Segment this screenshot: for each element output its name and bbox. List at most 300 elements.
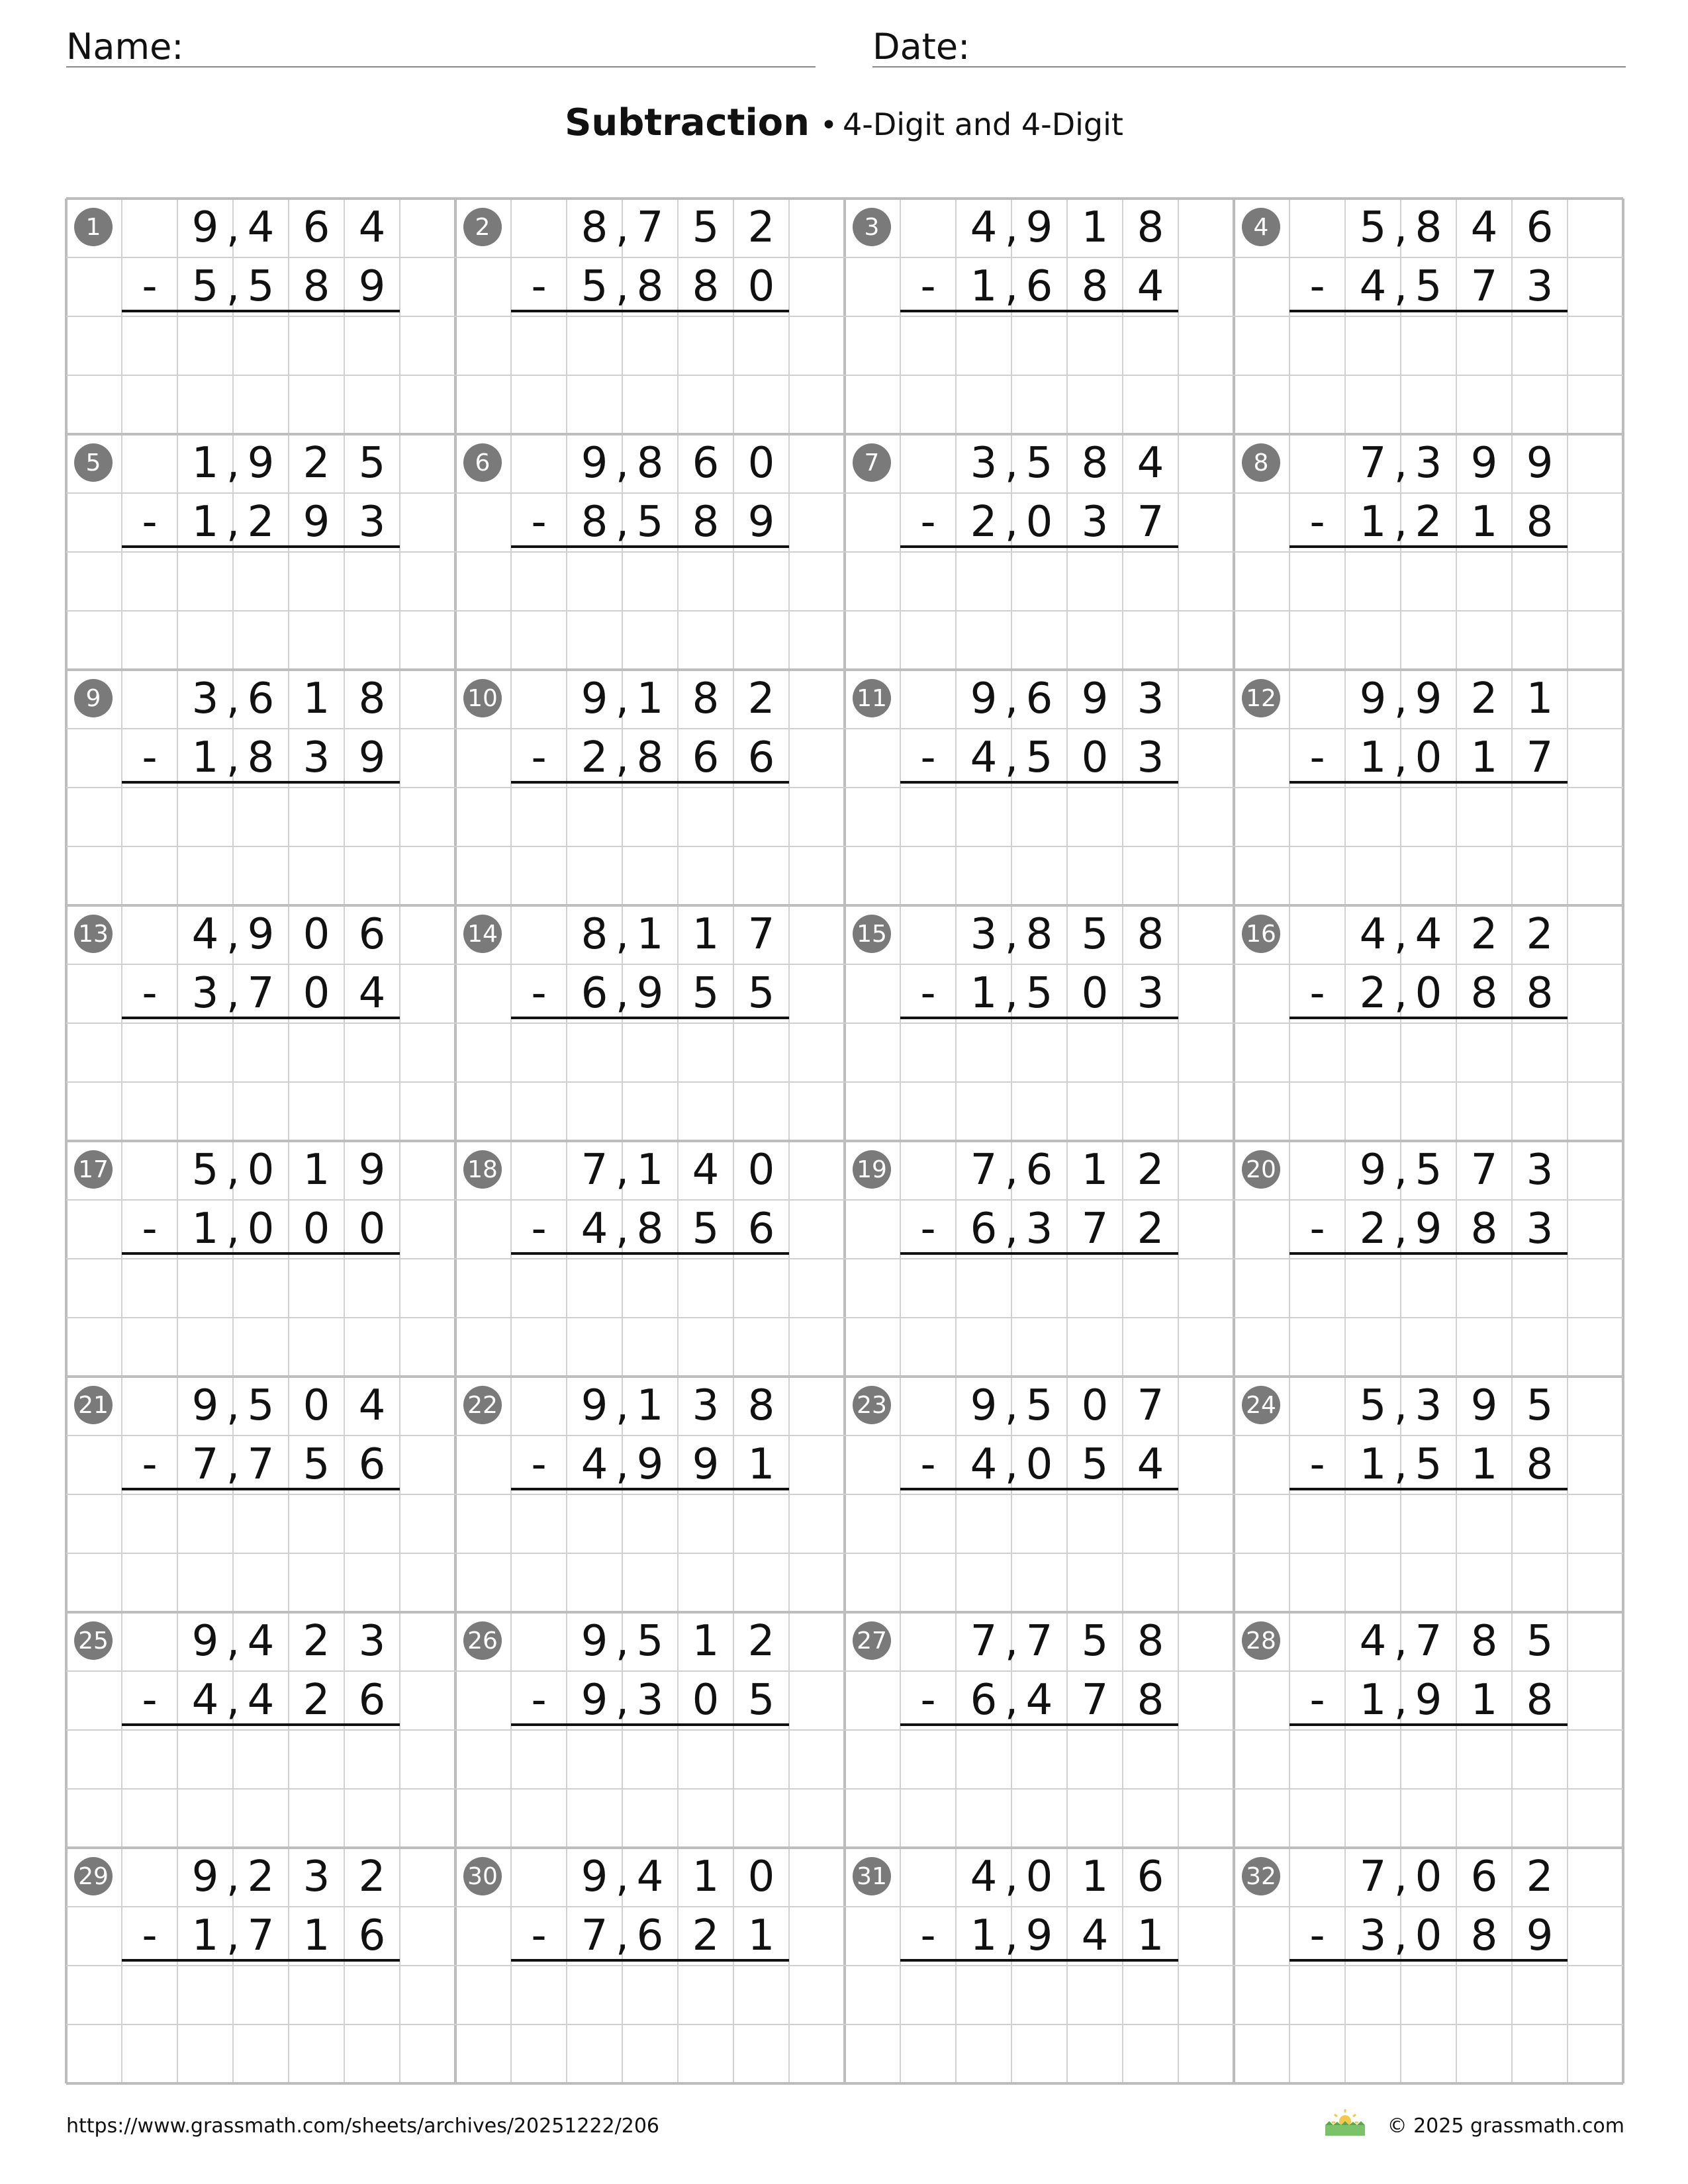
thousands-comma: , — [1004, 1440, 1019, 1489]
digit: 8 — [247, 733, 275, 782]
problem-number: 17 — [78, 1156, 109, 1183]
digit: 9 — [358, 733, 386, 782]
minus-sign: - — [531, 262, 547, 311]
digit: 9 — [1415, 1676, 1442, 1725]
digit: 0 — [692, 1676, 720, 1725]
digit: 7 — [581, 1146, 608, 1195]
thousands-comma: , — [1393, 1617, 1408, 1666]
digit: 4 — [1025, 1676, 1053, 1725]
digit: 1 — [970, 1911, 998, 1960]
problem-29 — [74, 1852, 400, 2083]
thousands-comma: , — [1393, 969, 1408, 1018]
problem-number: 5 — [85, 449, 101, 477]
digit: 7 — [191, 1440, 219, 1489]
answer-area[interactable] — [1289, 1259, 1568, 1377]
digit: 6 — [303, 203, 330, 252]
problem-5 — [74, 439, 400, 670]
digit: 8 — [692, 498, 720, 547]
digit: 9 — [1025, 203, 1053, 252]
minus-sign: - — [531, 733, 547, 782]
footer-copyright: © 2025 grassmath.com — [1387, 2115, 1624, 2138]
answer-area[interactable] — [511, 1023, 789, 1141]
digit: 9 — [581, 439, 608, 488]
digit: 8 — [303, 262, 330, 311]
digit: 0 — [303, 1381, 330, 1430]
digit: 9 — [1470, 439, 1498, 488]
minus-sign: - — [531, 969, 547, 1018]
digit: 8 — [1415, 203, 1442, 252]
answer-area[interactable] — [122, 1966, 400, 2083]
digit: 6 — [358, 1440, 386, 1489]
thousands-comma: , — [226, 203, 240, 252]
digit: 3 — [1526, 1205, 1554, 1253]
minus-sign: - — [920, 1676, 936, 1725]
minus-sign: - — [531, 1676, 547, 1725]
title-text: Subtraction — [565, 101, 810, 144]
digit: 5 — [191, 262, 219, 311]
digit: 5 — [358, 439, 386, 488]
answer-area[interactable] — [900, 1730, 1178, 1848]
digit: 1 — [191, 498, 219, 547]
digit: 0 — [1415, 969, 1442, 1018]
problem-25 — [74, 1617, 400, 1848]
digit: 9 — [970, 1381, 998, 1430]
thousands-comma: , — [1393, 1911, 1408, 1960]
digit: 8 — [581, 498, 608, 547]
thousands-comma: , — [1393, 1381, 1408, 1430]
digit: 6 — [1470, 1852, 1498, 1901]
digit: 8 — [692, 674, 720, 723]
digit: 3 — [636, 1676, 664, 1725]
digit: 3 — [1526, 262, 1554, 311]
digit: 7 — [247, 1440, 275, 1489]
answer-area[interactable] — [122, 1730, 400, 1848]
digit: 9 — [303, 498, 330, 547]
answer-area[interactable] — [900, 552, 1178, 670]
problem-13 — [74, 910, 400, 1141]
digit: 4 — [358, 969, 386, 1018]
digit: 3 — [358, 498, 386, 547]
digit: 3 — [692, 1381, 720, 1430]
digit: 9 — [191, 1381, 219, 1430]
digit: 8 — [636, 733, 664, 782]
digit: 1 — [747, 1440, 775, 1489]
minus-sign: - — [1309, 1911, 1325, 1960]
digit: 6 — [970, 1676, 998, 1725]
minus-sign: - — [142, 1911, 158, 1960]
problem-24 — [1242, 1381, 1568, 1612]
answer-area[interactable] — [511, 788, 789, 905]
problem-11 — [853, 674, 1178, 905]
digit: 4 — [970, 1852, 998, 1901]
minus-sign: - — [920, 969, 936, 1018]
thousands-comma: , — [1004, 733, 1019, 782]
answer-area[interactable] — [1289, 316, 1568, 434]
digit: 4 — [191, 910, 219, 959]
problem-28 — [1242, 1617, 1568, 1848]
digit: 1 — [191, 439, 219, 488]
minus-sign: - — [920, 262, 936, 311]
digit: 1 — [1470, 733, 1498, 782]
digit: 9 — [1081, 674, 1109, 723]
digit: 4 — [970, 733, 998, 782]
digit: 5 — [747, 969, 775, 1018]
answer-area[interactable] — [1289, 1966, 1568, 2083]
problem-30 — [463, 1852, 789, 2083]
digit: 8 — [1526, 498, 1554, 547]
digit: 4 — [1415, 910, 1442, 959]
digit: 7 — [636, 203, 664, 252]
minus-sign: - — [920, 1205, 936, 1253]
digit: 7 — [1470, 1146, 1498, 1195]
digit: 0 — [1025, 1852, 1053, 1901]
problem-number: 4 — [1253, 214, 1269, 241]
thousands-comma: , — [226, 1676, 240, 1725]
problem-10 — [463, 674, 789, 905]
digit: 5 — [692, 969, 720, 1018]
digit: 9 — [747, 498, 775, 547]
answer-area[interactable] — [900, 1023, 1178, 1141]
thousands-comma: , — [1004, 1381, 1019, 1430]
digit: 2 — [303, 439, 330, 488]
digit: 9 — [191, 203, 219, 252]
answer-area[interactable] — [511, 1494, 789, 1612]
minus-sign: - — [1309, 733, 1325, 782]
digit: 8 — [747, 1381, 775, 1430]
digit: 9 — [636, 969, 664, 1018]
digit: 7 — [1081, 1205, 1109, 1253]
digit: 0 — [747, 439, 775, 488]
thousands-comma: , — [615, 1676, 630, 1725]
problem-number: 12 — [1246, 685, 1276, 712]
answer-area[interactable] — [122, 788, 400, 905]
minus-sign: - — [920, 1440, 936, 1489]
thousands-comma: , — [1393, 1205, 1408, 1253]
digit: 9 — [1526, 1911, 1554, 1960]
digit: 8 — [1081, 439, 1109, 488]
digit: 3 — [1359, 1911, 1387, 1960]
digit: 6 — [747, 733, 775, 782]
digit: 0 — [303, 969, 330, 1018]
minus-sign: - — [1309, 1440, 1325, 1489]
digit: 1 — [692, 910, 720, 959]
problem-32 — [1242, 1852, 1568, 2083]
digit: 9 — [1025, 1911, 1053, 1960]
digit: 3 — [358, 1617, 386, 1666]
problem-26 — [463, 1617, 789, 1848]
digit: 2 — [303, 1676, 330, 1725]
thousands-comma: , — [615, 1440, 630, 1489]
minus-sign: - — [142, 1676, 158, 1725]
digit: 4 — [1470, 203, 1498, 252]
thousands-comma: , — [615, 498, 630, 547]
thousands-comma: , — [226, 910, 240, 959]
answer-area[interactable] — [122, 1494, 400, 1612]
digit: 9 — [1359, 1146, 1387, 1195]
problem-number: 10 — [467, 685, 498, 712]
digit: 2 — [1137, 1205, 1164, 1253]
thousands-comma: , — [1004, 1676, 1019, 1725]
digit: 7 — [1081, 1676, 1109, 1725]
problem-number: 29 — [78, 1863, 109, 1890]
answer-area[interactable] — [122, 1259, 400, 1377]
digit: 0 — [1081, 969, 1109, 1018]
thousands-comma: , — [1393, 498, 1408, 547]
digit: 1 — [1081, 1852, 1109, 1901]
digit: 0 — [747, 1852, 775, 1901]
problem-number: 6 — [475, 449, 491, 477]
problem-17 — [74, 1146, 400, 1377]
digit: 5 — [247, 1381, 275, 1430]
problem-number: 27 — [857, 1627, 887, 1655]
digit: 5 — [1081, 1617, 1109, 1666]
problem-number: 19 — [857, 1156, 887, 1183]
digit: 9 — [358, 1146, 386, 1195]
digit: 8 — [581, 203, 608, 252]
minus-sign: - — [920, 733, 936, 782]
digit: 9 — [358, 262, 386, 311]
digit: 2 — [692, 1911, 720, 1960]
digit: 7 — [1359, 439, 1387, 488]
digit: 6 — [1025, 674, 1053, 723]
digit: 7 — [1526, 733, 1554, 782]
digit: 0 — [1415, 1852, 1442, 1901]
answer-area[interactable] — [900, 788, 1178, 905]
answer-area[interactable] — [122, 316, 400, 434]
digit: 5 — [1359, 1381, 1387, 1430]
digit: 0 — [1025, 498, 1053, 547]
thousands-comma: , — [1004, 439, 1019, 488]
problem-number: 30 — [467, 1863, 498, 1890]
digit: 7 — [970, 1617, 998, 1666]
thousands-comma: , — [1004, 969, 1019, 1018]
answer-area[interactable] — [1289, 552, 1568, 670]
digit: 8 — [1025, 910, 1053, 959]
thousands-comma: , — [226, 1440, 240, 1489]
digit: 4 — [1359, 1617, 1387, 1666]
digit: 4 — [1137, 439, 1164, 488]
digit: 2 — [1470, 674, 1498, 723]
digit: 0 — [1081, 733, 1109, 782]
thousands-comma: , — [1393, 1146, 1408, 1195]
digit: 4 — [247, 1617, 275, 1666]
thousands-comma: , — [1004, 674, 1019, 723]
answer-area[interactable] — [511, 552, 789, 670]
digit: 3 — [1081, 498, 1109, 547]
answer-area[interactable] — [511, 1259, 789, 1377]
thousands-comma: , — [1004, 1617, 1019, 1666]
answer-area[interactable] — [511, 1730, 789, 1848]
minus-sign: - — [142, 969, 158, 1018]
problem-20 — [1242, 1146, 1568, 1377]
answer-area[interactable] — [900, 1966, 1178, 2083]
digit: 1 — [636, 910, 664, 959]
digit: 9 — [1526, 439, 1554, 488]
answer-area[interactable] — [900, 1494, 1178, 1612]
answer-area[interactable] — [511, 1966, 789, 2083]
thousands-comma: , — [615, 203, 630, 252]
problem-number: 25 — [78, 1627, 109, 1655]
digit: 5 — [636, 1617, 664, 1666]
digit: 4 — [247, 203, 275, 252]
digit: 8 — [1137, 1617, 1164, 1666]
digit: 2 — [1137, 1146, 1164, 1195]
digit: 6 — [636, 1911, 664, 1960]
digit: 4 — [1359, 262, 1387, 311]
digit: 5 — [1415, 1440, 1442, 1489]
thousands-comma: , — [1393, 262, 1408, 311]
digit: 3 — [1137, 733, 1164, 782]
problem-14 — [463, 910, 789, 1141]
digit: 2 — [303, 1617, 330, 1666]
answer-area[interactable] — [122, 552, 400, 670]
minus-sign: - — [142, 1205, 158, 1253]
answer-area[interactable] — [1289, 1494, 1568, 1612]
problem-9 — [74, 674, 400, 905]
digit: 1 — [1081, 1146, 1109, 1195]
digit: 1 — [692, 1852, 720, 1901]
digit: 2 — [747, 674, 775, 723]
answer-area[interactable] — [511, 316, 789, 434]
digit: 0 — [1415, 1911, 1442, 1960]
digit: 3 — [1137, 674, 1164, 723]
digit: 1 — [191, 1205, 219, 1253]
thousands-comma: , — [226, 969, 240, 1018]
digit: 2 — [1415, 498, 1442, 547]
digit: 6 — [358, 910, 386, 959]
digit: 6 — [581, 969, 608, 1018]
digit: 9 — [247, 910, 275, 959]
minus-sign: - — [920, 1911, 936, 1960]
digit: 0 — [303, 1205, 330, 1253]
problem-number: 28 — [1246, 1627, 1276, 1655]
digit: 9 — [191, 1852, 219, 1901]
minus-sign: - — [1309, 498, 1325, 547]
answer-area[interactable] — [1289, 1730, 1568, 1848]
digit: 3 — [191, 674, 219, 723]
digit: 5 — [303, 1440, 330, 1489]
problem-number: 9 — [85, 685, 101, 712]
digit: 9 — [581, 1381, 608, 1430]
digit: 1 — [692, 1617, 720, 1666]
thousands-comma: , — [1004, 262, 1019, 311]
thousands-comma: , — [1393, 439, 1408, 488]
digit: 1 — [970, 969, 998, 1018]
problem-31 — [853, 1852, 1178, 2083]
digit: 7 — [1415, 1617, 1442, 1666]
digit: 2 — [1526, 1852, 1554, 1901]
answer-area[interactable] — [1289, 788, 1568, 905]
digit: 7 — [581, 1911, 608, 1960]
problem-18 — [463, 1146, 789, 1377]
answer-area[interactable] — [122, 1023, 400, 1141]
date-label: Date: — [872, 26, 970, 68]
digit: 9 — [581, 1676, 608, 1725]
problem-3 — [853, 203, 1178, 434]
digit: 3 — [303, 733, 330, 782]
digit: 4 — [358, 203, 386, 252]
digit: 8 — [1526, 1676, 1554, 1725]
problem-number: 11 — [857, 685, 887, 712]
answer-area[interactable] — [900, 316, 1178, 434]
digit: 2 — [247, 498, 275, 547]
thousands-comma: , — [615, 262, 630, 311]
digit: 0 — [247, 1205, 275, 1253]
minus-sign: - — [531, 498, 547, 547]
problem-number: 15 — [857, 921, 887, 948]
problem-number: 18 — [467, 1156, 498, 1183]
digit: 0 — [1025, 1440, 1053, 1489]
problem-number: 2 — [475, 214, 491, 241]
digit: 3 — [970, 439, 998, 488]
thousands-comma: , — [226, 1617, 240, 1666]
problem-1 — [74, 203, 400, 434]
thousands-comma: , — [1004, 1205, 1019, 1253]
digit: 6 — [970, 1205, 998, 1253]
digit: 5 — [1415, 1146, 1442, 1195]
digit: 1 — [191, 1911, 219, 1960]
answer-area[interactable] — [1289, 1023, 1568, 1141]
thousands-comma: , — [1004, 203, 1019, 252]
digit: 3 — [1415, 439, 1442, 488]
digit: 0 — [747, 262, 775, 311]
problem-number: 31 — [857, 1863, 887, 1890]
digit: 7 — [970, 1146, 998, 1195]
digit: 1 — [1137, 1911, 1164, 1960]
problem-2 — [463, 203, 789, 434]
digit: 4 — [636, 1852, 664, 1901]
digit: 4 — [692, 1146, 720, 1195]
thousands-comma: , — [226, 439, 240, 488]
problem-number: 26 — [467, 1627, 498, 1655]
digit: 8 — [1081, 262, 1109, 311]
digit: 5 — [1025, 969, 1053, 1018]
digit: 5 — [692, 203, 720, 252]
digit: 3 — [1415, 1381, 1442, 1430]
digit: 9 — [247, 439, 275, 488]
thousands-comma: , — [226, 1381, 240, 1430]
thousands-comma: , — [615, 1852, 630, 1901]
digit: 2 — [747, 203, 775, 252]
digit: 1 — [303, 1146, 330, 1195]
thousands-comma: , — [226, 1205, 240, 1253]
digit: 2 — [358, 1852, 386, 1901]
digit: 4 — [1081, 1911, 1109, 1960]
digit: 1 — [636, 674, 664, 723]
digit: 6 — [1025, 1146, 1053, 1195]
digit: 7 — [747, 910, 775, 959]
digit: 8 — [1470, 1205, 1498, 1253]
thousands-comma: , — [226, 1911, 240, 1960]
digit: 7 — [1137, 498, 1164, 547]
minus-sign: - — [142, 1440, 158, 1489]
problem-number: 1 — [85, 214, 101, 241]
digit: 4 — [1137, 262, 1164, 311]
digit: 8 — [1470, 1911, 1498, 1960]
digit: 1 — [303, 1911, 330, 1960]
footer-url[interactable]: https://www.grassmath.com/sheets/archives/20251222/206 — [66, 2115, 660, 2138]
thousands-comma: , — [1004, 1852, 1019, 1901]
thousands-comma: , — [615, 1205, 630, 1253]
problem-number: 20 — [1246, 1156, 1276, 1183]
minus-sign: - — [142, 262, 158, 311]
thousands-comma: , — [615, 910, 630, 959]
problem-23 — [853, 1381, 1178, 1612]
digit: 1 — [1359, 1676, 1387, 1725]
answer-area[interactable] — [900, 1259, 1178, 1377]
digit: 5 — [191, 1146, 219, 1195]
digit: 0 — [747, 1146, 775, 1195]
